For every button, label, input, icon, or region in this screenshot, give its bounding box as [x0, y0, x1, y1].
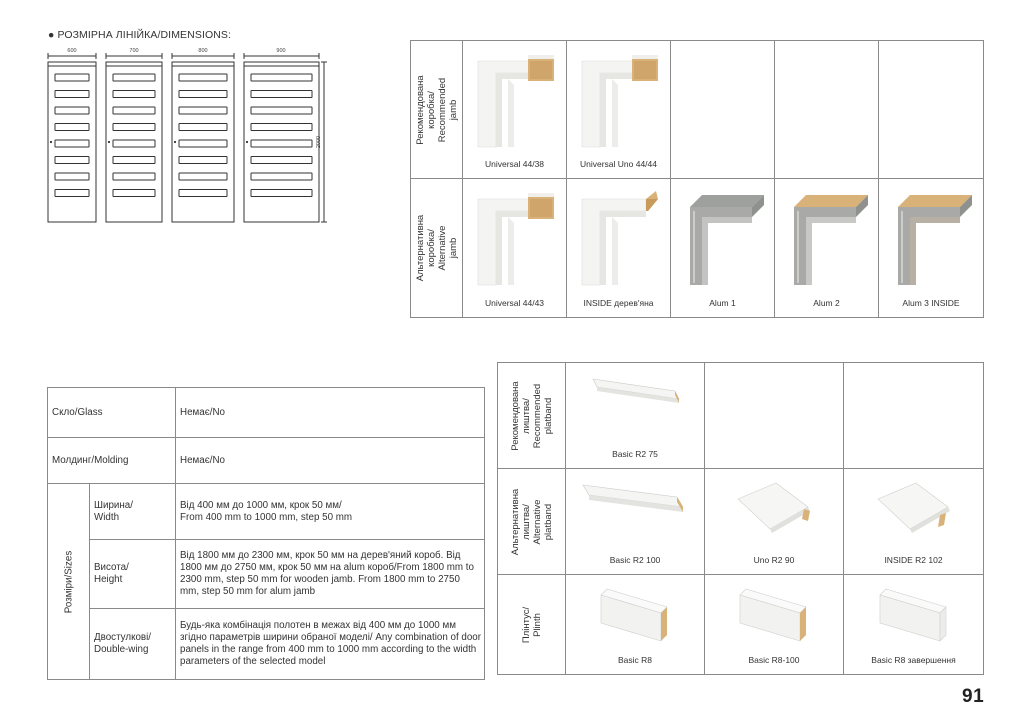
alternative-platband-label-cell	[498, 469, 566, 575]
jamb-alum-1	[671, 179, 775, 318]
door-outline-900	[244, 62, 319, 222]
alternative-jamb-label: Альтернативна коробка/ Alternative jamb	[414, 214, 459, 282]
plinth-label: Плінтус/ Plinth	[520, 606, 543, 643]
dimension-600: 600	[67, 48, 77, 54]
sizes-label: Розміри/Sizes	[63, 550, 74, 613]
jamb-alum-2	[775, 179, 879, 318]
recommended-jamb-label: Рекомендована коробка/ Recommended jamb	[414, 74, 459, 145]
platband-icon	[585, 373, 685, 413]
alum-jamb-icon	[784, 187, 870, 287]
sizes-label-cell	[48, 484, 90, 680]
wood-jamb-icon	[472, 187, 558, 287]
product-caption: Uno R2 90	[753, 555, 795, 565]
door-outline-600	[48, 62, 96, 222]
door-dimensions-drawing	[44, 44, 334, 226]
empty-cell	[705, 363, 844, 469]
plinth-icon	[597, 585, 673, 643]
dimensions-heading: ● РОЗМІРНА ЛІНІЙКА/DIMENSIONS:	[48, 29, 232, 41]
product-caption: Universal Uno 44/44	[579, 159, 657, 169]
jamb-inside-wooden	[567, 179, 671, 318]
dimension-800: 800	[198, 48, 208, 54]
plinth-basic-r8-end	[844, 575, 984, 675]
empty-cell	[879, 41, 984, 179]
width-label: Ширина/ Width	[90, 484, 176, 540]
width-value: Від 400 мм до 1000 мм, крок 50 мм/ From 400 mm to 1000 mm, step 50 mm	[176, 484, 485, 540]
platband-inside-r2-102	[844, 469, 984, 575]
empty-cell	[671, 41, 775, 179]
product-caption: Alum 3 INSIDE	[902, 298, 960, 308]
product-caption: Universal 44/43	[484, 298, 545, 308]
wood-jamb-icon	[576, 187, 662, 287]
product-caption: Basic R8-100	[748, 655, 800, 665]
product-caption: Basic R2 100	[609, 555, 661, 565]
dimension-width-labels	[67, 48, 285, 54]
platband-uno-r2-90	[705, 469, 844, 575]
double-wing-value: Будь-яка комбінація полотен в межах від 400 мм до 1000 мм згідно параметрів ширини обраної моделі/ Any combination of door panels in the range from 400 mm to 1000 mm according to the width parameters of the selected model	[176, 609, 485, 680]
jamb-universal-44-38	[463, 41, 567, 179]
recommended-platband-label-cell	[498, 363, 566, 469]
product-caption: Basic R2 75	[612, 449, 658, 459]
product-caption: Alum 2	[813, 298, 840, 308]
door-outline-800	[172, 62, 234, 222]
platband-icon	[579, 479, 691, 523]
alternative-platband-label: Альтернативна лиштва/ Alternative platband	[509, 488, 554, 555]
recommended-jamb-label-cell	[411, 41, 463, 179]
alum-jamb-icon	[680, 187, 766, 287]
height-label: Висота/ Height	[90, 540, 176, 609]
product-caption: Alum 1	[709, 298, 736, 308]
plinth-basic-r8	[566, 575, 705, 675]
specs-table	[47, 387, 485, 680]
dimension-700: 700	[129, 48, 139, 54]
platband-icon	[734, 479, 814, 535]
jamb-alum-3-inside	[879, 179, 984, 318]
plinth-icon	[736, 585, 812, 643]
product-caption: Universal 44/38	[484, 159, 545, 169]
jamb-universal-44-43	[463, 179, 567, 318]
plinth-icon	[876, 585, 952, 643]
jamb-table	[410, 40, 984, 318]
glass-value: Немає/No	[176, 388, 485, 438]
empty-cell	[844, 363, 984, 469]
dimension-2000: 2000	[316, 135, 322, 149]
wood-jamb-icon	[472, 49, 558, 149]
dimension-900: 900	[276, 48, 286, 54]
molding-value: Немає/No	[176, 438, 485, 484]
plinth-label-cell	[498, 575, 566, 675]
recommended-platband-label: Рекомендована лиштва/ Recommended platband	[509, 380, 554, 451]
alum-jamb-icon	[888, 187, 974, 287]
height-value: Від 1800 мм до 2300 мм, крок 50 мм на дерев'яний короб. Від 1800 мм до 2750 мм, крок 50 мм на alum короб/From 1800 mm to 2300 mm, step 50 mm for wooden jamb. From 1800 mm to 2750 mm, step 50 mm for alum jamb	[176, 540, 485, 609]
platband-table	[497, 362, 984, 675]
platband-basic-r2-100	[566, 469, 705, 575]
product-caption: INSIDE дерев'яна	[583, 298, 654, 308]
glass-label: Скло/Glass	[48, 388, 176, 438]
product-caption: Basic R8 завершення	[871, 655, 956, 665]
plinth-basic-r8-100	[705, 575, 844, 675]
page-number: 91	[962, 686, 985, 707]
molding-label: Молдинг/Molding	[48, 438, 176, 484]
product-caption: Basic R8	[617, 655, 652, 665]
double-wing-label: Двостулкові/ Double-wing	[90, 609, 176, 680]
jamb-universal-uno-44-44	[567, 41, 671, 179]
platband-icon	[874, 479, 954, 535]
door-outline-700	[106, 62, 162, 222]
product-caption: INSIDE R2 102	[884, 555, 943, 565]
wood-jamb-icon	[576, 49, 662, 149]
alternative-jamb-label-cell	[411, 179, 463, 318]
empty-cell	[775, 41, 879, 179]
platband-basic-r2-75	[566, 363, 705, 469]
